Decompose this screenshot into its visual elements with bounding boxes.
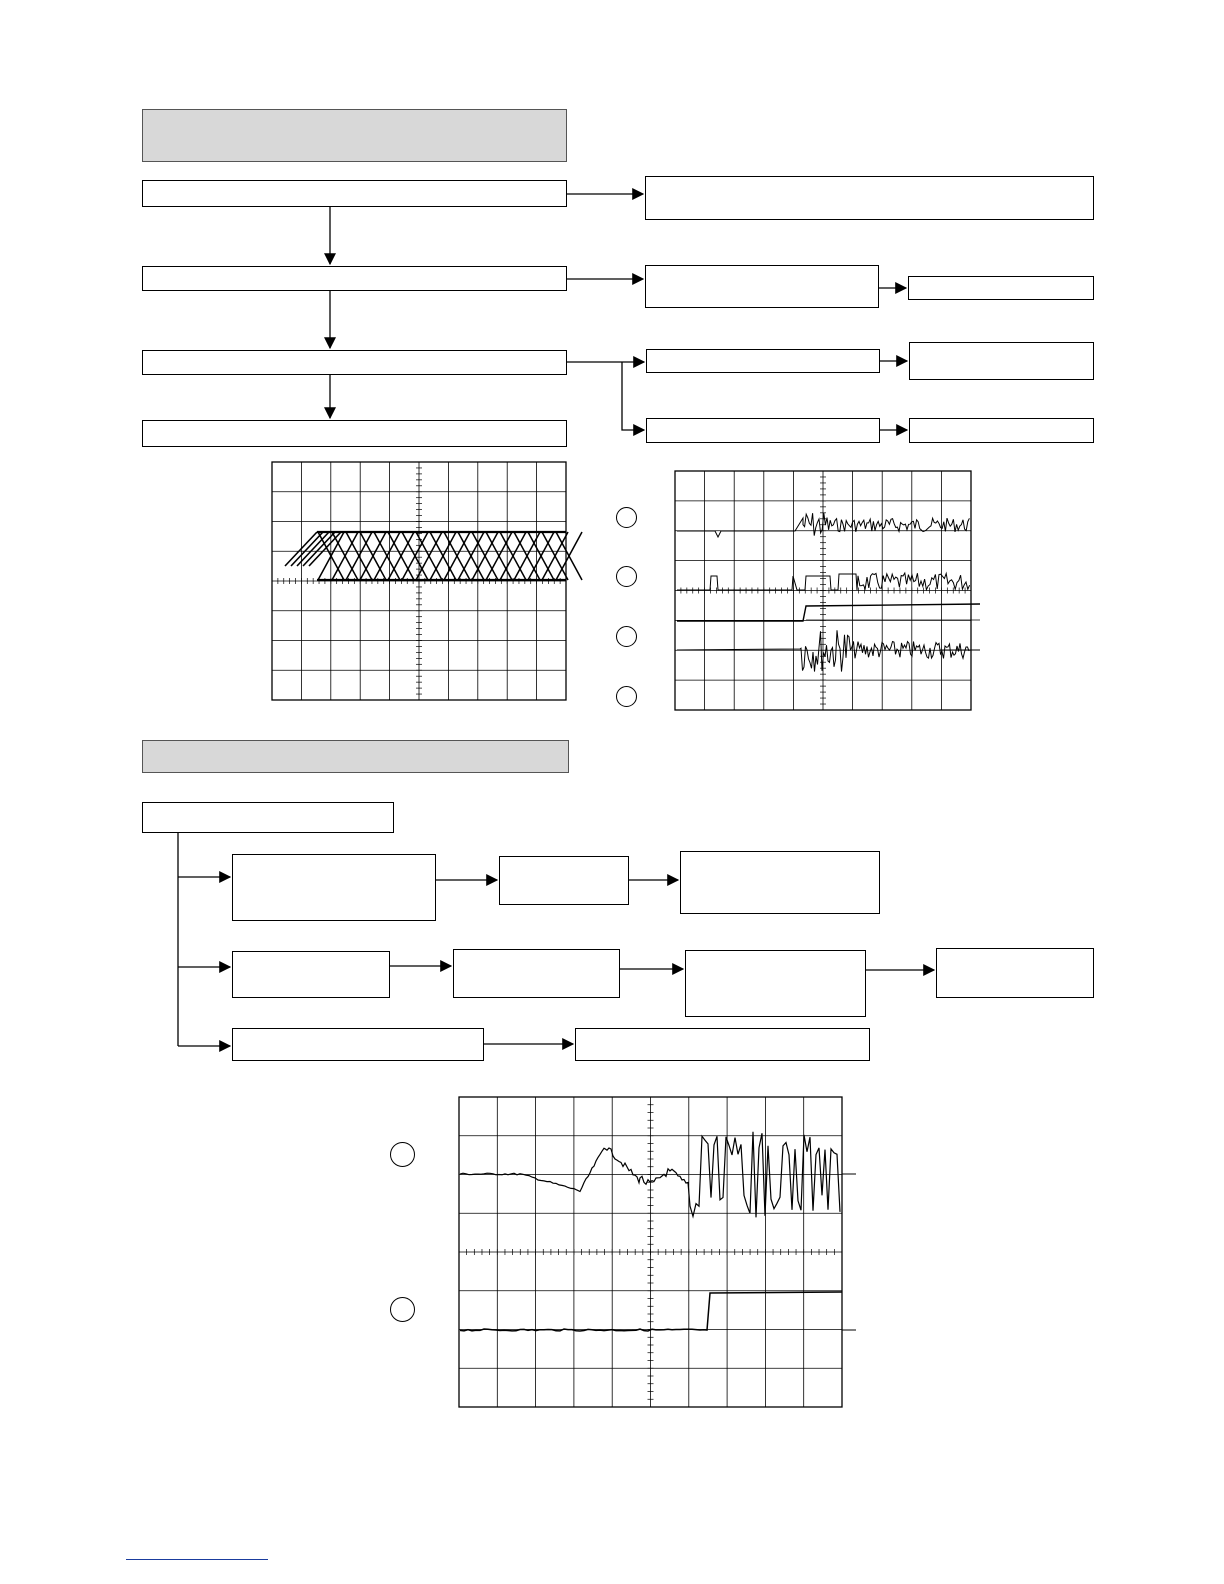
scope2-channel-marker-3: [616, 626, 637, 647]
footer-link-underline[interactable]: [126, 1559, 268, 1560]
scope2-channel-marker-2: [616, 566, 637, 587]
scope3-channel-marker-2: [390, 1297, 415, 1322]
scope2-channel-marker-1: [616, 507, 637, 528]
scope2-channel-marker-4: [616, 686, 637, 707]
scope3-trace-ch2: [460, 1292, 842, 1331]
scope3-channel-marker-1: [390, 1142, 415, 1167]
